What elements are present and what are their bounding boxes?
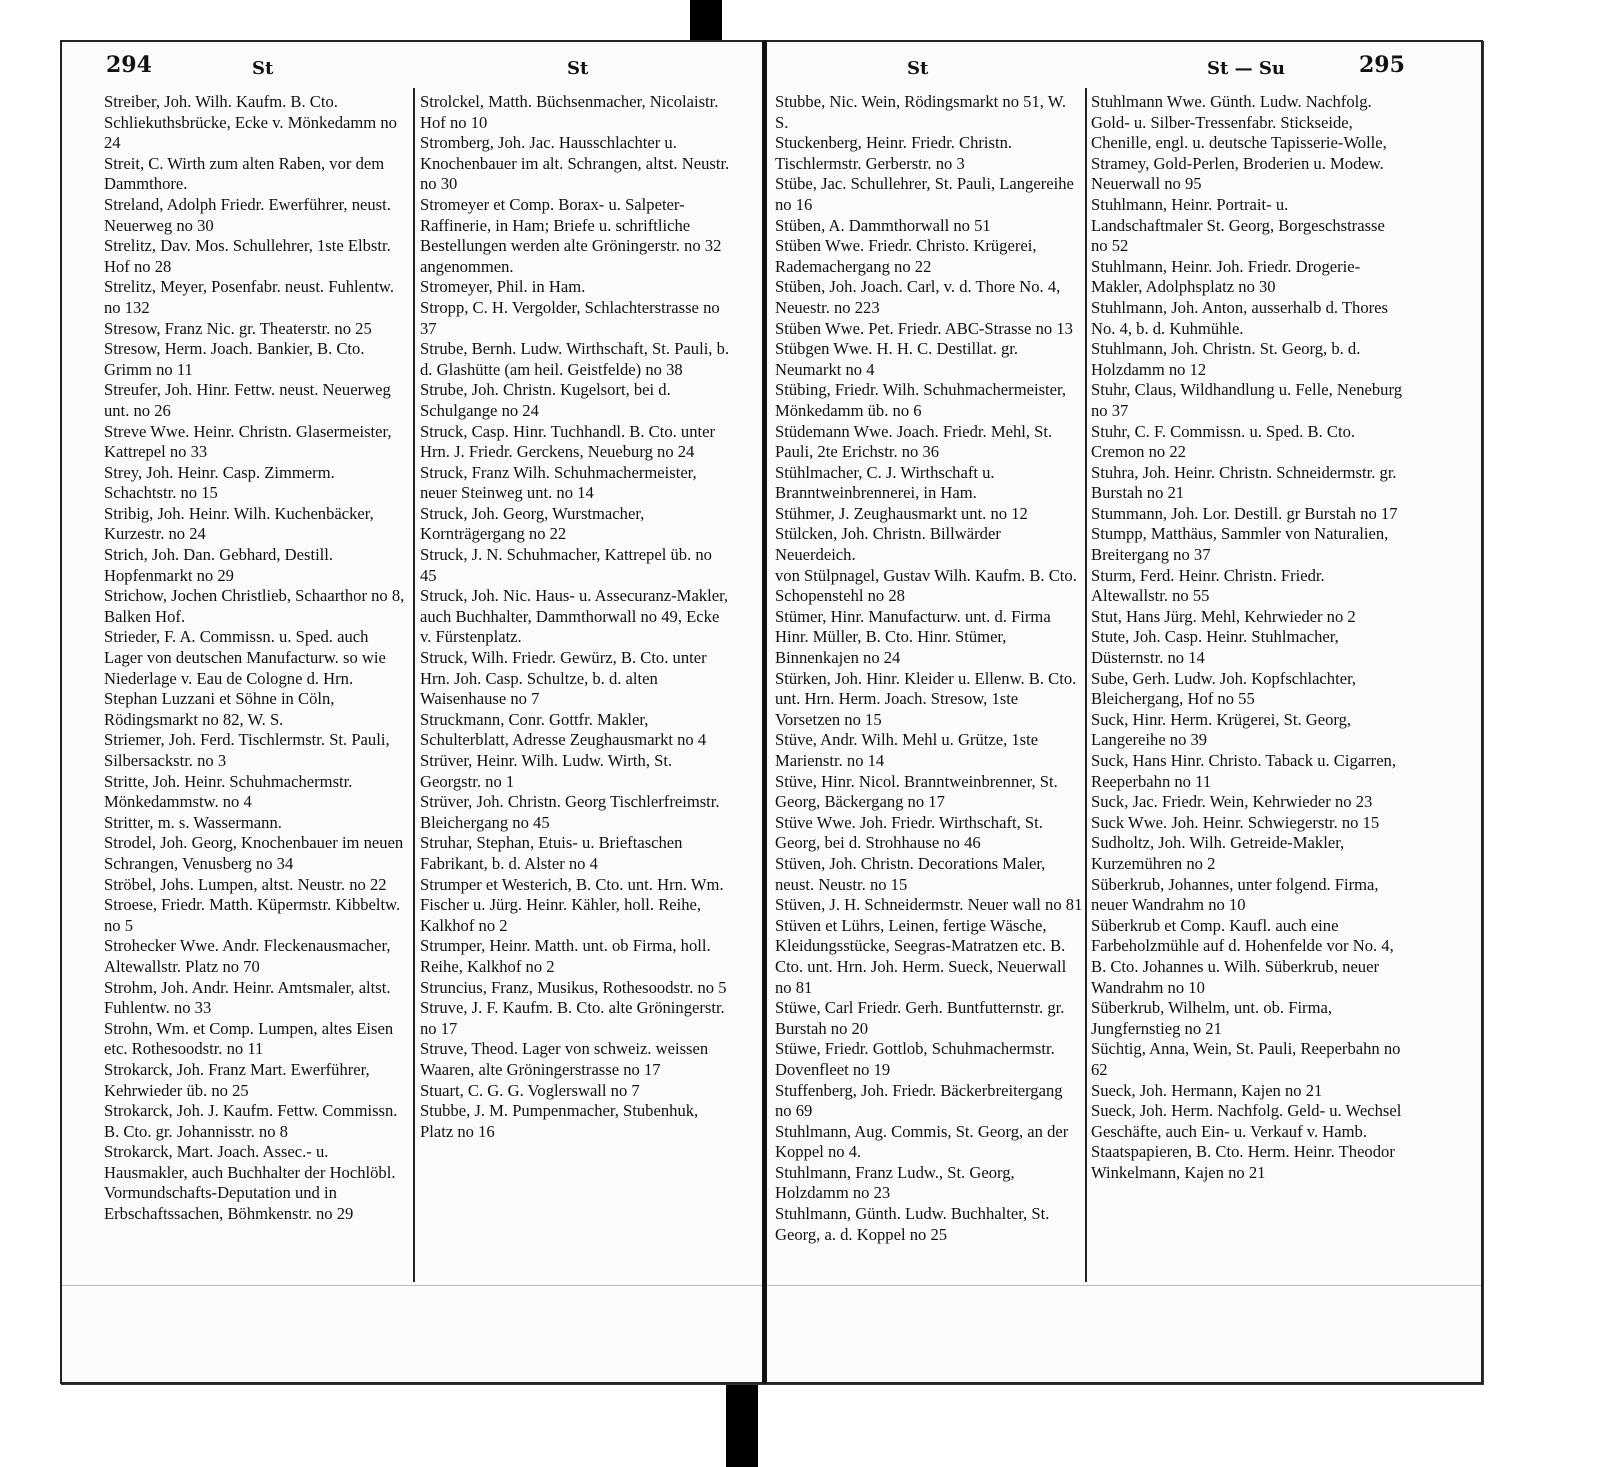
directory-entry: Stut, Hans Jürg. Mehl, Kehrwieder no 2 — [1091, 606, 1356, 626]
directory-entry: Strokarck, Mart. Joach. Assec.- u. Hausmakler, auch Buchhalter der Hochlöbl. Vormundschafts-Deputation und in Erbschaftssachen, Böhmkenstr. no 29 — [104, 1142, 396, 1224]
directory-entry: Stübing, Friedr. Wilh. Schuhmachermeister, Mönkedamm üb. no 6 — [775, 380, 1067, 420]
directory-entry: Struck, Joh. Georg, Wurstmacher, Kornträgergang no 22 — [420, 503, 645, 544]
running-head-right: St — [567, 58, 589, 79]
directory-entry: Stüdemann Wwe. Joach. Friedr. Mehl, St. Pauli, 2te Erichstr. no 36 — [775, 421, 1053, 462]
directory-entry: Stuhlmann, Franz Ludw., St. Georg, Holzdamm no 23 — [775, 1162, 1015, 1203]
directory-entry: Streve Wwe. Heinr. Christn. Glasermeister, Kattrepel no 33 — [104, 421, 392, 462]
directory-entry: Strube, Bernh. Ludw. Wirthschaft, St. Pauli, b. d. Glashütte (am heil. Geistfelde) no 38 — [420, 339, 730, 379]
directory-entry: Struck, Wilh. Friedr. Gewürz, B. Cto. unter Hrn. Joh. Casp. Schultze, b. d. alten Waisenhause no 7 — [420, 648, 707, 709]
directory-entry: Strüver, Heinr. Wilh. Ludw. Wirth, St. Georgstr. no 1 — [420, 751, 673, 791]
directory-entry: Stresow, Herm. Joach. Bankier, B. Cto. Grimm no 11 — [104, 339, 365, 379]
directory-entry: Stülcken, Joh. Christn. Billwärder Neuerdeich. — [775, 524, 1001, 565]
directory-entry: Stromeyer et Comp. Borax- u. Salpeter-Raffinerie, in Ham; Briefe u. schriftliche Bestellungen werden alte Gröningerstr. no 32 angenommen. — [420, 194, 722, 276]
directory-entry: Stübe, Jac. Schullehrer, St. Pauli, Langereihe no 16 — [775, 174, 1074, 214]
directory-entry: Stuffenberg, Joh. Friedr. Bäckerbreitergang no 69 — [775, 1080, 1063, 1121]
directory-entry: Stritter, m. s. Wassermann. — [104, 812, 282, 832]
directory-entry: Strelitz, Meyer, Posenfabr. neust. Fuhlentw. no 132 — [104, 277, 394, 317]
directory-entry: Stute, Joh. Casp. Heinr. Stuhlmacher, Düsternstr. no 14 — [1091, 627, 1339, 668]
directory-entry: Süberkrub, Johannes, unter folgend. Firma, neuer Wandrahm no 10 — [1091, 874, 1379, 915]
directory-entry: Stühmer, J. Zeughausmarkt unt. no 12 — [775, 503, 1028, 523]
left-page-column-2 — [420, 92, 730, 1290]
right-page-column-1 — [775, 92, 1083, 1290]
directory-entry: Streland, Adolph Friedr. Ewerführer, neust. Neuerweg no 30 — [104, 194, 391, 235]
directory-entry: Streufer, Joh. Hinr. Fettw. neust. Neuerweg unt. no 26 — [104, 380, 391, 420]
directory-entry: Struckmann, Conr. Gottfr. Makler, Schulterblatt, Adresse Zeughausmarkt no 4 — [420, 709, 707, 750]
column-rule — [1085, 88, 1087, 1282]
directory-entry: Stürken, Joh. Hinr. Kleider u. Ellenw. B. Cto. unt. Hrn. Herm. Joach. Stresow, 1ste Vorsetzen no 15 — [775, 668, 1077, 729]
directory-entry: Strieder, F. A. Commissn. u. Sped. auch Lager von deutschen Manufacturw. so wie Niederlage v. Eau de Cologne d. Hrn. Stephan Luzzani et Söhne in Cöln, Rödingsmarkt no 82, W. S. — [104, 627, 386, 729]
directory-entry: Süberkrub, Wilhelm, unt. ob. Firma, Jungfernstieg no 21 — [1091, 998, 1332, 1038]
directory-entry: Suck, Hinr. Herm. Krügerei, St. Georg, Langereihe no 39 — [1091, 709, 1352, 750]
directory-entry: Sudholtz, Joh. Wilh. Getreide-Makler, Kurzemühren no 2 — [1091, 833, 1345, 873]
directory-entry: Stromeyer, Phil. in Ham. — [420, 277, 586, 297]
directory-entry: Stuhlmann, Heinr. Portrait- u. Landschaftmaler St. Georg, Borgeschstrasse no 52 — [1091, 194, 1385, 256]
running-head-left: St — [907, 58, 929, 79]
directory-entry: Strodel, Joh. Georg, Knochenbauer im neuen Schrangen, Venusberg no 34 — [104, 833, 404, 873]
directory-entry: Stresow, Franz Nic. gr. Theaterstr. no 25 — [104, 318, 372, 338]
directory-entry: Stüve, Hinr. Nicol. Branntweinbrenner, St. Georg, Bäckergang no 17 — [775, 771, 1058, 812]
directory-entry: Stuhr, Claus, Wildhandlung u. Felle, Neneburg no 37 — [1091, 380, 1403, 420]
running-head-right: St — Su — [1207, 58, 1285, 79]
directory-entry: Strich, Joh. Dan. Gebhard, Destill. Hopfenmarkt no 29 — [104, 545, 334, 585]
directory-entry: Stüben, A. Dammthorwall no 51 — [775, 215, 991, 235]
left-page — [60, 40, 766, 1384]
directory-entry: Struhar, Stephan, Etuis- u. Brieftaschen Fabrikant, b. d. Alster no 4 — [420, 833, 683, 873]
directory-entry: Stuckenberg, Heinr. Friedr. Christn. Tischlermstr. Gerberstr. no 3 — [775, 133, 1013, 173]
directory-entry: Stuhlmann, Aug. Commis, St. Georg, an der Koppel no 4. — [775, 1121, 1069, 1162]
directory-entry: Stümer, Hinr. Manufacturw. unt. d. Firma Hinr. Müller, B. Cto. Hinr. Stümer, Binnenkajen no 24 — [775, 606, 1051, 668]
directory-entry: Stuhlmann, Joh. Anton, ausserhalb d. Thores No. 4, b. d. Kuhmühle. — [1091, 297, 1388, 338]
directory-entry: Stüben Wwe. Pet. Friedr. ABC-Strasse no 13 — [775, 318, 1073, 338]
directory-entry: Stuhr, C. F. Commissn. u. Sped. B. Cto. Cremon no 22 — [1091, 421, 1356, 462]
directory-entry: Strichow, Jochen Christlieb, Schaarthor no 8, Balken Hof. — [104, 586, 405, 626]
directory-entry: Struck, J. N. Schuhmacher, Kattrepel üb. no 45 — [420, 545, 712, 585]
page-number: 295 — [1359, 52, 1405, 78]
directory-entry: Suck, Hans Hinr. Christo. Taback u. Cigarren, Reeperbahn no 11 — [1091, 751, 1397, 791]
directory-entry: Stuhlmann, Günth. Ludw. Buchhalter, St. Georg, a. d. Koppel no 25 — [775, 1204, 1050, 1244]
page-bottom-edge — [62, 1285, 762, 1286]
directory-entry: Stuhlmann, Heinr. Joh. Friedr. Drogerie-Makler, Adolphsplatz no 30 — [1091, 256, 1361, 297]
directory-entry: Stüven, J. H. Schneidermstr. Neuer wall no 81 — [775, 895, 1083, 915]
directory-entry: Strube, Joh. Christn. Kugelsort, bei d. Schulgange no 24 — [420, 380, 671, 420]
directory-entry: Strohecker Wwe. Andr. Fleckenausmacher, Altewallstr. Platz no 70 — [104, 936, 391, 976]
directory-entry: Stummann, Joh. Lor. Destill. gr Burstah no 17 — [1091, 503, 1398, 523]
directory-entry: Striemer, Joh. Ferd. Tischlermstr. St. Pauli, Silbersackstr. no 3 — [104, 730, 390, 770]
column-rule — [413, 88, 415, 1282]
directory-entry: Stribig, Joh. Heinr. Wilh. Kuchenbäcker, Kurzestr. no 24 — [104, 503, 374, 544]
directory-entry: Stumpp, Matthäus, Sammler von Naturalien, Breitergang no 37 — [1091, 524, 1389, 565]
directory-entry: Stüben Wwe. Friedr. Christo. Krügerei, Rademachergang no 22 — [775, 236, 1037, 276]
directory-entry: Struve, Theod. Lager von schweiz. weissen Waaren, alte Gröningerstrasse no 17 — [420, 1039, 709, 1079]
directory-entry: Sturm, Ferd. Heinr. Christn. Friedr. Altewallstr. no 55 — [1091, 565, 1325, 606]
directory-entry: Stuart, C. G. G. Voglerswall no 7 — [420, 1080, 640, 1100]
running-head-left: St — [252, 58, 274, 79]
directory-entry: Struck, Franz Wilh. Schuhmachermeister, neuer Steinweg unt. no 14 — [420, 462, 697, 503]
directory-entry: Stüwe, Friedr. Gottlob, Schuhmachermstr. Dovenfleet no 19 — [775, 1039, 1055, 1079]
directory-entry: Stübgen Wwe. H. H. C. Destillat. gr. Neumarkt no 4 — [775, 339, 1019, 379]
directory-entry: Strumper, Heinr. Matth. unt. ob Firma, holl. Reihe, Kalkhof no 2 — [420, 936, 711, 976]
left-page-column-1 — [104, 92, 410, 1290]
directory-entry: Struncius, Franz, Musikus, Rothesoodstr. no 5 — [420, 977, 727, 997]
directory-entry: von Stülpnagel, Gustav Wilh. Kaufm. B. Cto. Schopenstehl no 28 — [775, 565, 1077, 606]
scanner-mark-top — [690, 0, 722, 44]
directory-entry: Stritte, Joh. Heinr. Schuhmachermstr. Mönkedammstw. no 4 — [104, 771, 353, 812]
directory-entry: Sueck, Joh. Herm. Nachfolg. Geld- u. Wechsel Geschäfte, auch Ein- u. Verkauf v. Hamb. Staatspapieren, B. Cto. Herm. Heinr. Theodor Winkelmann, Kajen no 21 — [1091, 1101, 1402, 1182]
directory-entry: Suck Wwe. Joh. Heinr. Schwiegerstr. no 15 — [1091, 812, 1380, 832]
directory-entry: Stroese, Friedr. Matth. Küpermstr. Kibbeltw. no 5 — [104, 895, 401, 935]
left-page-header — [62, 52, 762, 86]
directory-entry: Sueck, Joh. Hermann, Kajen no 21 — [1091, 1080, 1323, 1100]
directory-entry: Stühlmacher, C. J. Wirthschaft u. Branntweinbrennerei, in Ham. — [775, 462, 995, 503]
directory-entry: Streiber, Joh. Wilh. Kaufm. B. Cto. Schliekuthsbrücke, Ecke v. Mönkedamm no 24 — [104, 92, 397, 153]
directory-entry: Stüwe, Carl Friedr. Gerh. Buntfutternstr. gr. Burstah no 20 — [775, 998, 1065, 1038]
page-number: 294 — [106, 52, 152, 78]
directory-entry: Strohn, Wm. et Comp. Lumpen, altes Eisen etc. Rothesoodstr. no 11 — [104, 1018, 394, 1059]
directory-entry: Struck, Casp. Hinr. Tuchhandl. B. Cto. unter Hrn. J. Friedr. Gerckens, Neueburg no 24 — [420, 421, 716, 462]
directory-entry: Stüben, Joh. Joach. Carl, v. d. Thore No. 4, Neuestr. no 223 — [775, 277, 1061, 317]
page-bottom-edge — [767, 1285, 1481, 1286]
directory-entry: Süberkrub et Comp. Kaufl. auch eine Farbeholzmühle auf d. Hohenfelde vor No. 4, B. Cto. Johannes u. Wilh. Süberkrub, neuer Wandrahm no 10 — [1091, 915, 1394, 997]
directory-entry: Stüven et Lührs, Leinen, fertige Wäsche, Kleidungsstücke, Seegras-Matratzen etc. B. Cto. unt. Hrn. Joh. Herm. Sueck, Neuerwall no 81 — [775, 915, 1067, 997]
directory-entry: Stubbe, Nic. Wein, Rödingsmarkt no 51, W. S. — [775, 92, 1067, 132]
directory-entry: Strolckel, Matth. Büchsenmacher, Nicolaistr. Hof no 10 — [420, 92, 719, 132]
directory-entry: Strohm, Joh. Andr. Heinr. Amtsmaler, altst. Fuhlentw. no 33 — [104, 977, 391, 1018]
directory-entry: Streit, C. Wirth zum alten Raben, vor dem Dammthore. — [104, 153, 385, 194]
right-page-column-2 — [1091, 92, 1403, 1290]
directory-entry: Strumper et Westerich, B. Cto. unt. Hrn. Wm. Fischer u. Jürg. Heinr. Kähler, holl. Reihe, Kalkhof no 2 — [420, 874, 724, 935]
directory-entry: Strelitz, Dav. Mos. Schullehrer, 1ste Elbstr. Hof no 28 — [104, 236, 391, 276]
directory-entry: Strokarck, Joh. Franz Mart. Ewerführer, Kehrwieder üb. no 25 — [104, 1059, 370, 1100]
directory-entry: Stuhra, Joh. Heinr. Christn. Schneidermstr. gr. Burstah no 21 — [1091, 462, 1397, 503]
directory-entry: Sube, Gerh. Ludw. Joh. Kopfschlachter, Bleichergang, Hof no 55 — [1091, 668, 1357, 709]
right-page-header — [767, 52, 1481, 86]
directory-entry: Stuhlmann, Joh. Christn. St. Georg, b. d. Holzdamm no 12 — [1091, 339, 1361, 379]
directory-entry: Struck, Joh. Nic. Haus- u. Assecuranz-Makler, auch Buchhalter, Dammthorwall no 49, Ecke v. Fürstenplatz. — [420, 586, 729, 647]
directory-entry: Stromberg, Joh. Jac. Hausschlachter u. Knochenbauer im alt. Schrangen, altst. Neustr. no 30 — [420, 133, 730, 194]
directory-entry: Strüver, Joh. Christn. Georg Tischlerfreimstr. Bleichergang no 45 — [420, 792, 720, 832]
directory-entry: Stubbe, J. M. Pumpenmacher, Stubenhuk, Platz no 16 — [420, 1101, 699, 1141]
directory-entry: Strokarck, Joh. J. Kaufm. Fettw. Commissn. B. Cto. gr. Johannisstr. no 8 — [104, 1101, 398, 1141]
directory-entry: Stuhlmann Wwe. Günth. Ludw. Nachfolg. Gold- u. Silber-Tressenfabr. Stickseide, Chenille, engl. u. deutsche Tapisserie-Wolle, Stramey, Gold-Perlen, Broderien u. Modew. Neuerwall no 95 — [1091, 92, 1387, 194]
directory-entry: Suck, Jac. Friedr. Wein, Kehrwieder no 23 — [1091, 792, 1373, 812]
directory-entry: Ströbel, Johs. Lumpen, altst. Neustr. no 22 — [104, 874, 387, 894]
directory-entry: Süchtig, Anna, Wein, St. Pauli, Reeperbahn no 62 — [1091, 1039, 1401, 1079]
directory-entry: Stüven, Joh. Christn. Decorations Maler, neust. Neustr. no 15 — [775, 853, 1046, 894]
directory-entry: Strey, Joh. Heinr. Casp. Zimmerm. Schachtstr. no 15 — [104, 462, 335, 503]
directory-entry: Stüve Wwe. Joh. Friedr. Wirthschaft, St. Georg, bei d. Strohhause no 46 — [775, 812, 1043, 853]
directory-entry: Stüve, Andr. Wilh. Mehl u. Grütze, 1ste Marienstr. no 14 — [775, 730, 1039, 770]
directory-entry: Struve, J. F. Kaufm. B. Cto. alte Gröningerstr. no 17 — [420, 998, 725, 1038]
directory-entry: Stropp, C. H. Vergolder, Schlachterstrasse no 37 — [420, 297, 720, 338]
right-page — [764, 40, 1483, 1384]
